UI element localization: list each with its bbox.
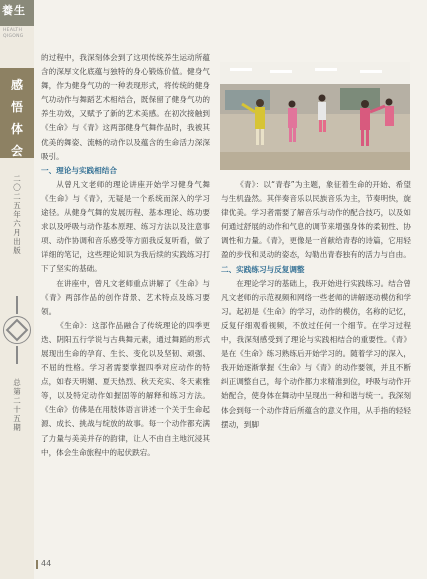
magazine-title: 養生 (2, 4, 26, 17)
magazine-en-line-1: HEALTH (3, 28, 23, 33)
paragraph: 《青》：以“青春”为主题，象征着生命的开始、希望与生机盎然。其伴奏音乐以民族音乐为主，节奏明快，旋律优美。学习者需要了解音乐与动作的配合技巧，以及如何通过舒展的动作和气息的调节来增强身体的柔韧性、协调性和力量。《青》，更像是一首献给青春的诗篇，它用轻盈的步伐和灵动的姿态，勾勒出青春独有的活力与自由。 (221, 180, 411, 260)
paragraph: 从曾凡文老师的理论讲座开始学习健身气舞《生命》与《青》，无疑是一个系统而深入的学习途径。从健身气舞的发展历程、基本理论、练功要求以及呼吸与动作基本原理、练习方法以及注意事项、动作协调和音乐感受等方面我反复听看，做了详细的笔记，这些理论知识为我后续的实践练习打下了坚实的基础。 (41, 179, 210, 274)
article-column-right (221, 178, 411, 432)
emblem-line-bottom (16, 346, 18, 364)
paragraph: 的过程中，我深刻体会到了这项传统养生运动所蕴含的深厚文化底蕴与独特的身心锻炼价值。健身气舞，作为健身气功的一种表现形式，将传统的健身气功动作与舞蹈艺术相结合，既保留了健身气功的养生功效，又赋予了新的艺术美感。在初次接触到《生命》与《青》这两部健身气舞作品时，我被其优美的舞姿、流畅的动作以及蕴含的生命活力深深吸引。 (41, 53, 210, 161)
sidebar (0, 0, 34, 579)
article-column-left (41, 51, 210, 460)
page-number-text: 44 (41, 559, 52, 568)
emblem-icon (3, 316, 31, 344)
section-heading: 一、理论与实践相结合 (41, 165, 117, 175)
article-photo (220, 62, 410, 170)
magazine-masthead (0, 0, 34, 26)
column-label (0, 68, 34, 158)
issue-number: 总第二十五期 (13, 378, 21, 432)
issue-date: 二〇二五年六月出版 (13, 174, 21, 255)
emblem-line-top (16, 296, 18, 314)
paragraph: 《生命》：这部作品融合了传统理论的四季更迭、阴阳五行学说与古典舞元素，通过舞蹈的形式展现出生命的孕育、生长、变化以及坚韧、顽强、不屈的性格。学习者需要掌握四季对应动作的特点，如春天明媚、夏天热烈、秋天充实、冬天素雅等，以及特定动作如握固等的解释和练习方法。《生命》仿佛是在用肢体语言讲述一个关于生命起源、成长、挑战与绽放的故事。每一个动作都充满了力量与美美并存的韵律，让人不由自主地沉浸其中，体会生命旅程中的起伏跌宕。 (41, 320, 210, 457)
magazine-english-name (3, 28, 24, 40)
page-number (36, 559, 51, 568)
column-title: 感悟体会 (10, 78, 23, 158)
magazine-en-line-2: QIGONG (3, 34, 24, 39)
paragraph: 在理论学习的基础上，我开始进行实践练习。结合曾凡文老师的示范视频和网络一些老师的讲解逐动模仿和学习。起初是《生命》的学习，动作的模仿，名称的记忆，反复仔细观看视频，不放过任何一个细节。在学习过程中，我深刻感受到了理论与实践相结合的重要性。《青》是在《生命》练习熟练后开始学习的。随着学习的深入，我开始逐渐掌握《生命》与《青》的动作要领，并且不断纠正调整自己，每个动作都力求精准到位，呼吸与动作开始配合，使身体在舞动中呈现出一种和谐与统一。我深刻体会到每一个动作背后所蕴含的意义作用，从手指的轻轻摆动，到脚 (221, 278, 411, 429)
paragraph: 在讲座中，曾凡文老师重点讲解了《生命》与《青》两部作品的创作背景、艺术特点及练习要领。 (41, 278, 210, 316)
practice-hall-image (220, 62, 410, 170)
section-heading: 二、实践练习与反复调整 (221, 264, 305, 274)
